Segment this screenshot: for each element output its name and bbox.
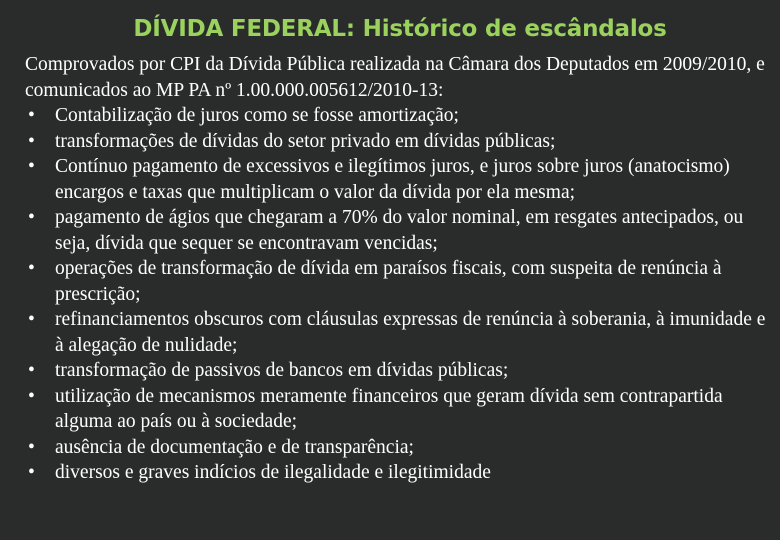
bullet-item: • diversos e graves indícios de ilegalidade e ilegitimidade [25, 460, 775, 486]
bullet-item: • transformação de passivos de bancos em dívidas públicas; [25, 358, 775, 384]
slide-title: DÍVIDA FEDERAL: Histórico de escândalos [133, 16, 667, 42]
bullet-item: • utilização de mecanismos meramente financeiros que geram dívida sem contrapartida alguma ao país ou à sociedade; [25, 384, 775, 435]
bullet-list [25, 103, 775, 486]
bullet-item: • Contabilização de juros como se fosse amortização; [25, 103, 775, 129]
intro-paragraph: Comprovados por CPI da Dívida Pública realizada na Câmara dos Deputados em 2009/2010, e comunicados ao MP PA nº 1.00.000.005612/2010-13: [25, 54, 765, 101]
bullet-item: • refinanciamentos obscuros com cláusulas expressas de renúncia à soberania, à imunidade e à alegação de nulidade; [25, 307, 775, 358]
bullet-item: • operações de transformação de dívida em paraísos fiscais, com suspeita de renúncia à prescrição; [25, 256, 775, 307]
bullet-item: • transformações de dívidas do setor privado em dívidas públicas; [25, 129, 775, 155]
bullet-item: • pagamento de ágios que chegaram a 70% do valor nominal, em resgates antecipados, ou seja, dívida que sequer se encontravam vencidas; [25, 205, 775, 256]
bullet-item: • Contínuo pagamento de excessivos e ilegítimos juros, e juros sobre juros (anatocismo) encargos e taxas que multiplicam o valor da dívida por ela mesma; [25, 154, 775, 205]
bullet-item: • ausência de documentação e de transparência; [25, 435, 775, 461]
slide-body [25, 52, 775, 486]
